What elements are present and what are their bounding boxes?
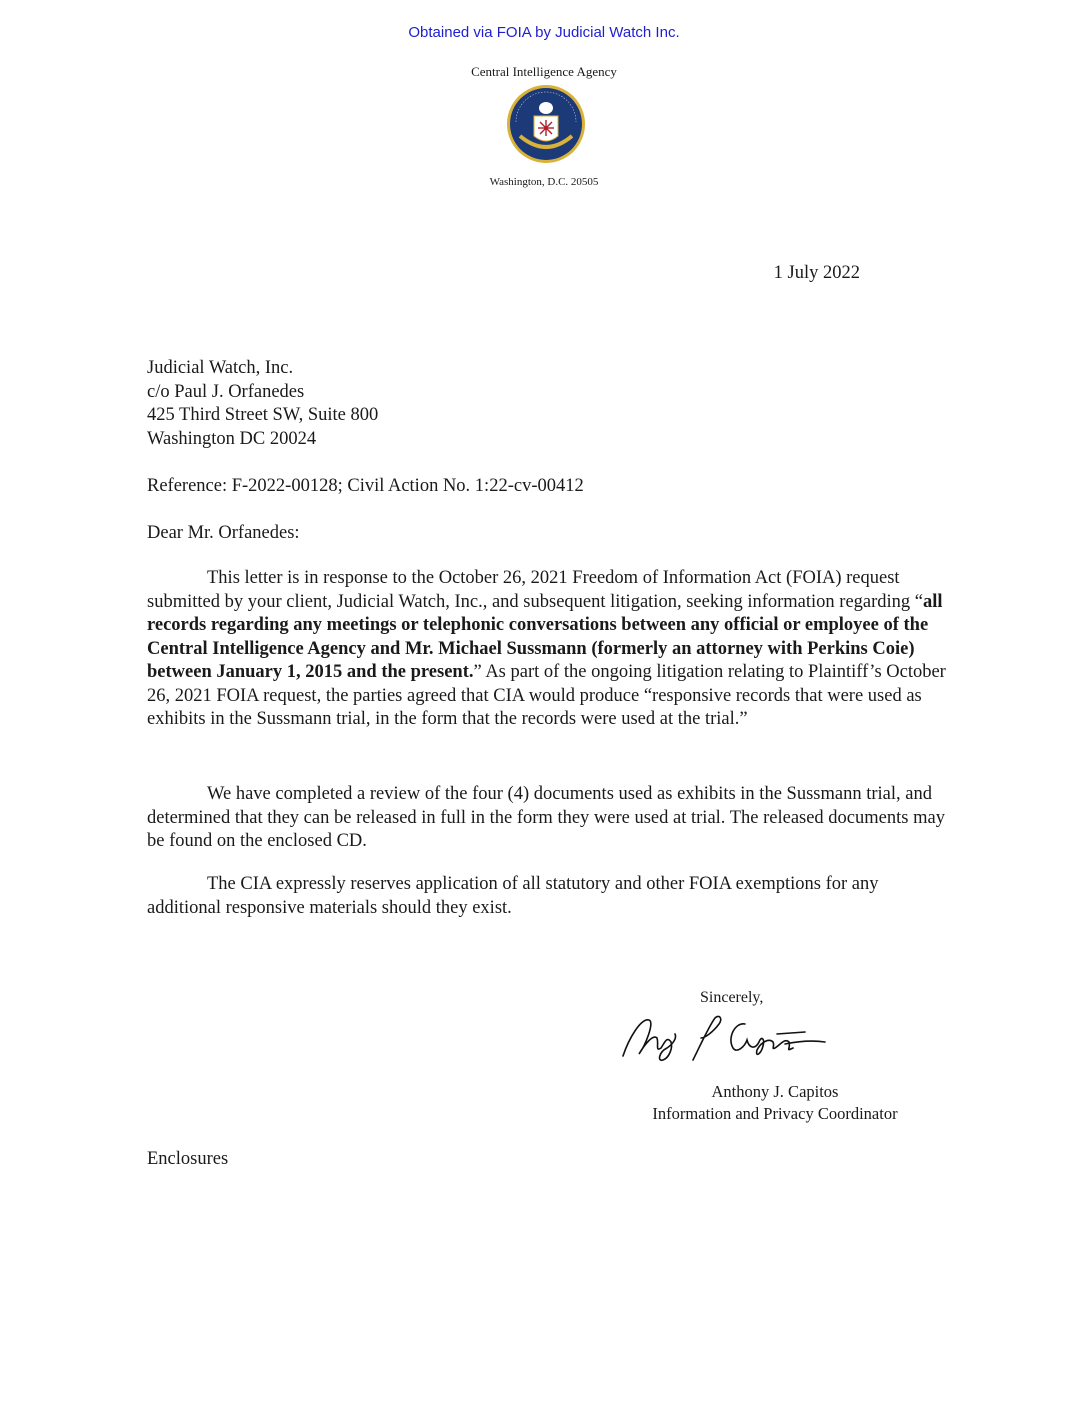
paragraph-3 [147, 873, 947, 920]
paragraph-2-text: We have completed a review of the four (4) documents used as exhibits in the Sussmann trial, and determined that they can be released in full in the form they were used at trial. The released documents may be found on the enclosed CD. [147, 784, 945, 851]
handwritten-signature-icon [615, 1008, 885, 1064]
recipient-line: c/o Paul J. Orfanedes [147, 381, 305, 402]
recipient-line: 425 Third Street SW, Suite 800 [147, 405, 379, 425]
signer-title: Information and Privacy Coordinator [652, 1104, 898, 1123]
enclosures-note: Enclosures [147, 1149, 229, 1169]
agency-name: Central Intelligence Agency [471, 64, 617, 79]
recipient-address [147, 357, 378, 451]
signer-name: Anthony J. Capitos [711, 1082, 839, 1101]
reference-line: Reference: F-2022-00128; Civil Action No. 1:22-cv-00412 [147, 476, 584, 496]
closing: Sincerely, [700, 989, 764, 1006]
paragraph-2 [147, 783, 947, 854]
paragraph-1 [147, 567, 947, 732]
letter-date: 1 July 2022 [773, 263, 860, 283]
recipient-line: Judicial Watch, Inc. [147, 358, 294, 378]
foia-stamp: Obtained via FOIA by Judicial Watch Inc. [408, 24, 680, 41]
recipient-line: Washington DC 20024 [147, 428, 317, 449]
agency-address: Washington, D.C. 20505 [489, 176, 599, 188]
paragraph-3-text: The CIA expressly reserves application of all statutory and other FOIA exemptions for any additional responsive materials should they exist. [147, 874, 879, 918]
paragraph-1-text-a: This letter is in response to the October 26, 2021 Freedom of Information Act (FOIA) request submitted by your client, Judicial Watch, Inc., and subsequent litigation, seeking information regarding “ [147, 568, 924, 612]
paragraph-1-text-b: ” As part of the ongoing litigation relating to Plaintiff’s October 26, 2021 FOIA request, the parties agreed that CIA would produce “responsive records that were used as exhibits in the Sussmann trial, in the form that the records were used at the trial.” [147, 662, 946, 729]
cia-seal-icon [506, 84, 586, 164]
paragraph-1-request-quote: all records regarding any meetings or telephonic conversations between any official or employee of the Central Intelligence Agency and Mr. Michael Sussmann (formerly an attorney with Perkins Coie) between January 1, 2015 and the present. [147, 591, 943, 682]
salutation: Dear Mr. Orfanedes: [147, 523, 300, 543]
